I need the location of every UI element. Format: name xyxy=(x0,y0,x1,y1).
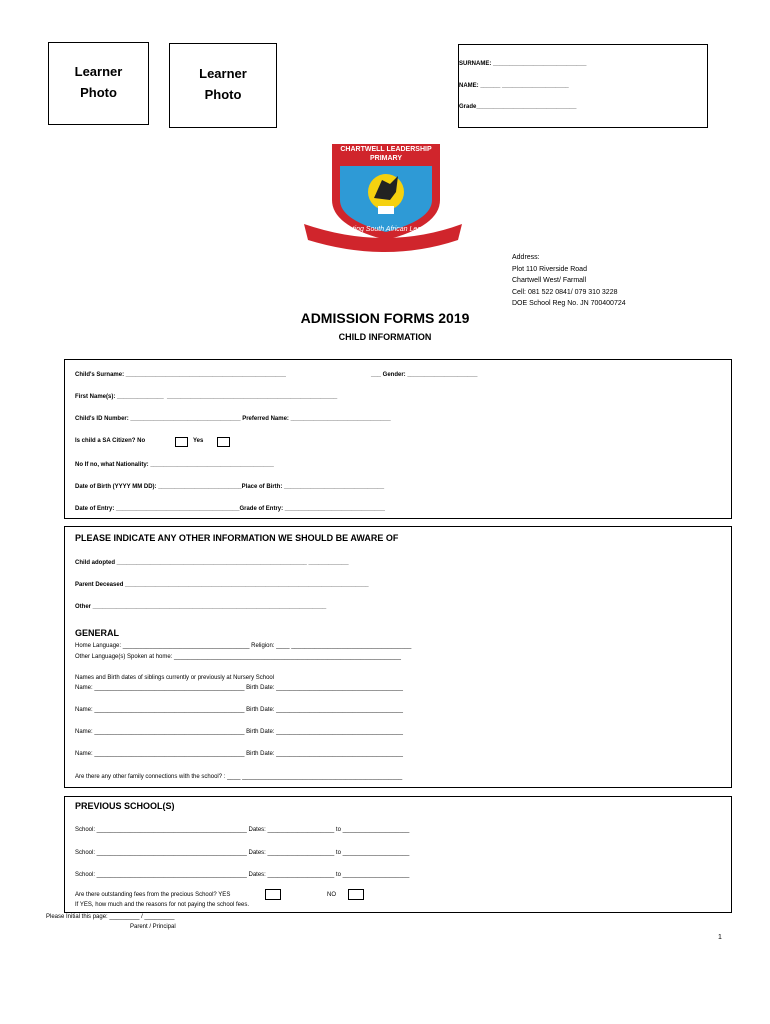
family-connections-field[interactable]: Are there any other family connections with the school? : ____ ________________________________________________ xyxy=(75,774,403,780)
address-line: Cell: 081 522 0841/ 079 310 3228 xyxy=(512,288,618,296)
photo-label-line2: Photo xyxy=(204,87,242,102)
previous-schools-heading: PREVIOUS SCHOOL(S) xyxy=(75,801,175,811)
page-subtitle: CHILD INFORMATION xyxy=(338,332,432,342)
outstanding-fees-label: Are there outstanding fees from the precious School? YES xyxy=(75,892,231,898)
first-names-field[interactable]: First Name(s): ______________ ___________________________________________________ xyxy=(75,394,338,400)
citizen-no-checkbox[interactable] xyxy=(175,437,188,447)
page-title: ADMISSION FORMS 2019 xyxy=(300,310,470,326)
school-row[interactable]: School: _____________________________________________ Dates: ____________________ to ____________________ xyxy=(75,872,410,878)
photo-label-line1: Learner xyxy=(199,66,247,81)
child-adopted-field[interactable]: Child adopted _________________________________________________________ ____________ xyxy=(75,560,349,566)
fees-no-label: NO xyxy=(327,892,336,898)
grade-field[interactable]: Grade______________________________ xyxy=(459,104,577,110)
page-number: 1 xyxy=(718,934,722,941)
siblings-label: Names and Birth dates of siblings currently or previously at Nursery School xyxy=(75,675,275,681)
school-row[interactable]: School: _____________________________________________ Dates: ____________________ to ____________________ xyxy=(75,850,410,856)
previous-schools-section xyxy=(64,796,732,913)
sibling-row[interactable]: Name: _____________________________________________ Birth Date: ______________________________________ xyxy=(75,707,403,713)
address-line: DOE School Reg No. JN 700400724 xyxy=(512,300,626,307)
nationality-field[interactable]: No If no, what Nationality: _____________________________________ xyxy=(75,462,274,468)
surname-field[interactable]: SURNAME: ____________________________ xyxy=(459,61,587,67)
photo-label-line2: Photo xyxy=(80,85,117,100)
photo-label-line1: Learner xyxy=(74,64,123,79)
logo-ribbon-text: Cultivating South African Leaders xyxy=(331,226,435,233)
citizen-yes-label: Yes xyxy=(193,438,204,444)
initial-field[interactable]: Please Initial this page: _________ / _________ xyxy=(46,914,175,920)
initial-roles-label: Parent / Principal xyxy=(130,924,176,930)
home-language-field[interactable]: Home Language: ______________________________________ Religion: ____ ____________________________________ xyxy=(75,643,412,649)
citizen-label: Is child a SA Citizen? No xyxy=(75,438,146,444)
address-line: Plot 110 Riverside Road xyxy=(512,265,587,273)
learner-photo-box-1 xyxy=(48,42,149,125)
parent-deceased-field[interactable]: Parent Deceased _________________________________________________________________________ xyxy=(75,582,369,588)
logo-text-2: PRIMARY xyxy=(369,155,403,162)
address-line: Address: xyxy=(512,254,540,261)
fees-no-checkbox[interactable] xyxy=(348,889,364,900)
sibling-row[interactable]: Name: _____________________________________________ Birth Date: ______________________________________ xyxy=(75,685,403,691)
date-of-entry-field[interactable]: Date of Entry: _____________________________________Grade of Entry: ______________________________ xyxy=(75,506,385,512)
citizen-yes-checkbox[interactable] xyxy=(217,437,230,447)
other-info-heading: PLEASE INDICATE ANY OTHER INFORMATION WE SHOULD BE AWARE OF xyxy=(75,533,399,543)
fees-yes-checkbox[interactable] xyxy=(265,889,281,900)
general-heading: GENERAL xyxy=(75,628,120,638)
id-number-field[interactable]: Child's ID Number: _________________________________ Preferred Name: ______________________________ xyxy=(75,416,391,422)
child-information-section xyxy=(64,359,732,519)
other-languages-field[interactable]: Other Language(s) Spoken at home: ____________________________________________________________________ xyxy=(75,654,401,660)
school-address xyxy=(512,252,626,310)
other-information-section xyxy=(64,526,732,788)
other-field[interactable]: Other ______________________________________________________________________ xyxy=(75,604,327,610)
address-line: Chartwell West/ Farmall xyxy=(512,277,587,284)
sibling-row[interactable]: Name: _____________________________________________ Birth Date: ______________________________________ xyxy=(75,729,403,735)
gender-field[interactable]: ___ Gender: _____________________ xyxy=(371,372,478,378)
school-logo xyxy=(298,140,468,252)
sibling-row[interactable]: Name: _____________________________________________ Birth Date: ______________________________________ xyxy=(75,751,403,757)
learner-photo-box-2 xyxy=(169,43,277,128)
learner-id-box xyxy=(458,44,708,128)
school-row[interactable]: School: _____________________________________________ Dates: ____________________ to ____________________ xyxy=(75,827,410,833)
child-surname-field[interactable]: Child's Surname: ________________________________________________ xyxy=(75,372,286,378)
name-field[interactable]: NAME: ______ ____________________ xyxy=(459,83,569,89)
date-of-birth-field[interactable]: Date of Birth (YYYY MM DD): _________________________Place of Birth: ______________________________ xyxy=(75,484,385,490)
fees-reason-label: If YES, how much and the reasons for not paying the school fees. xyxy=(75,902,249,908)
logo-text-1: CHARTWELL LEADERSHIP xyxy=(340,146,432,153)
